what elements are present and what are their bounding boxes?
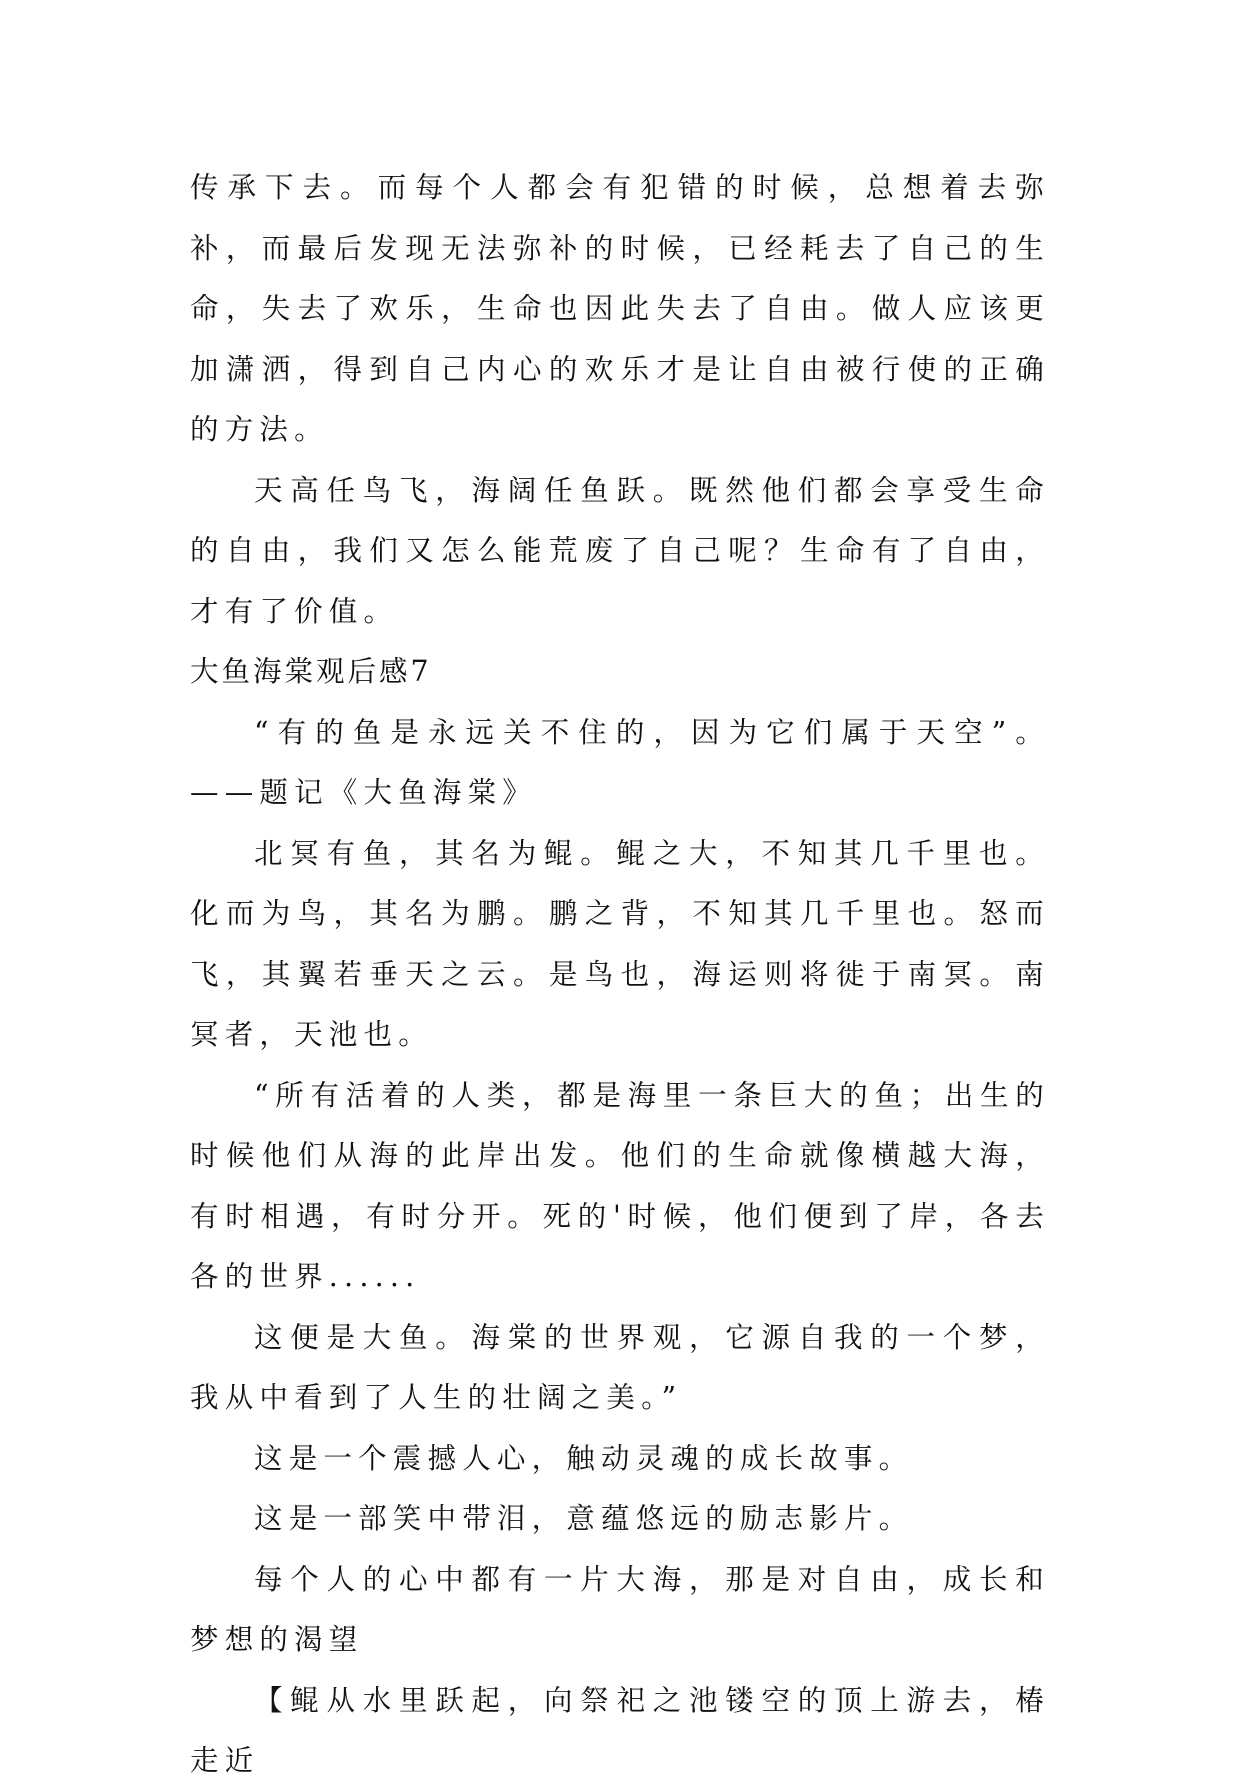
paragraph-7: 这是一部笑中带泪，意蕴悠远的励志影片。 (254, 1502, 914, 1535)
paragraph-9: 【鲲从水里跃起，向祭祀之池镂空的顶上游去，椿走近 (190, 1683, 1050, 1777)
paragraph-2: 天高任鸟飞，海阔任鱼跃。既然他们都会享受生命的自由，我们又怎么能荒废了自己呢？生命有了自由，才有了价值。 (190, 473, 1050, 628)
document-body (190, 158, 1050, 1792)
paragraph-6: 这是一个震撼人心，触动灵魂的成长故事。 (254, 1441, 914, 1475)
paragraph-8: 每个人的心中都有一片大海，那是对自由，成长和梦想的渴望 (190, 1562, 1050, 1656)
paragraph-3: 北冥有鱼，其名为鲲。鲲之大，不知其几千里也。化而为鸟，其名为鹏。鹏之背，不知其几千里也。怒而飞，其翼若垂天之云。是鸟也，海运则将徙于南冥。南冥者，天池也。 (190, 836, 1050, 1051)
paragraph-epigraph: “有的鱼是永远关不住的，因为它们属于天空”。——题记《大鱼海棠》 (190, 715, 1050, 809)
section-heading: 大鱼海棠观后感7 (190, 655, 432, 688)
paragraph-5: 这便是大鱼。海棠的世界观，它源自我的一个梦，我从中看到了人生的壮阔之美。” (190, 1320, 1050, 1414)
paragraph-4: “所有活着的人类，都是海里一条巨大的鱼；出生的时候他们从海的此岸出发。他们的生命就像横越大海，有时相遇，有时分开。死的'时候，他们便到了岸，各去各的世界...... (190, 1078, 1050, 1293)
paragraph-1: 传承下去。而每个人都会有犯错的时候，总想着去弥补，而最后发现无法弥补的时候，已经耗去了自己的生命，失去了欢乐，生命也因此失去了自由。做人应该更加潇洒，得到自己内心的欢乐才是让自由被行使的正确的方法。 (190, 171, 1050, 446)
